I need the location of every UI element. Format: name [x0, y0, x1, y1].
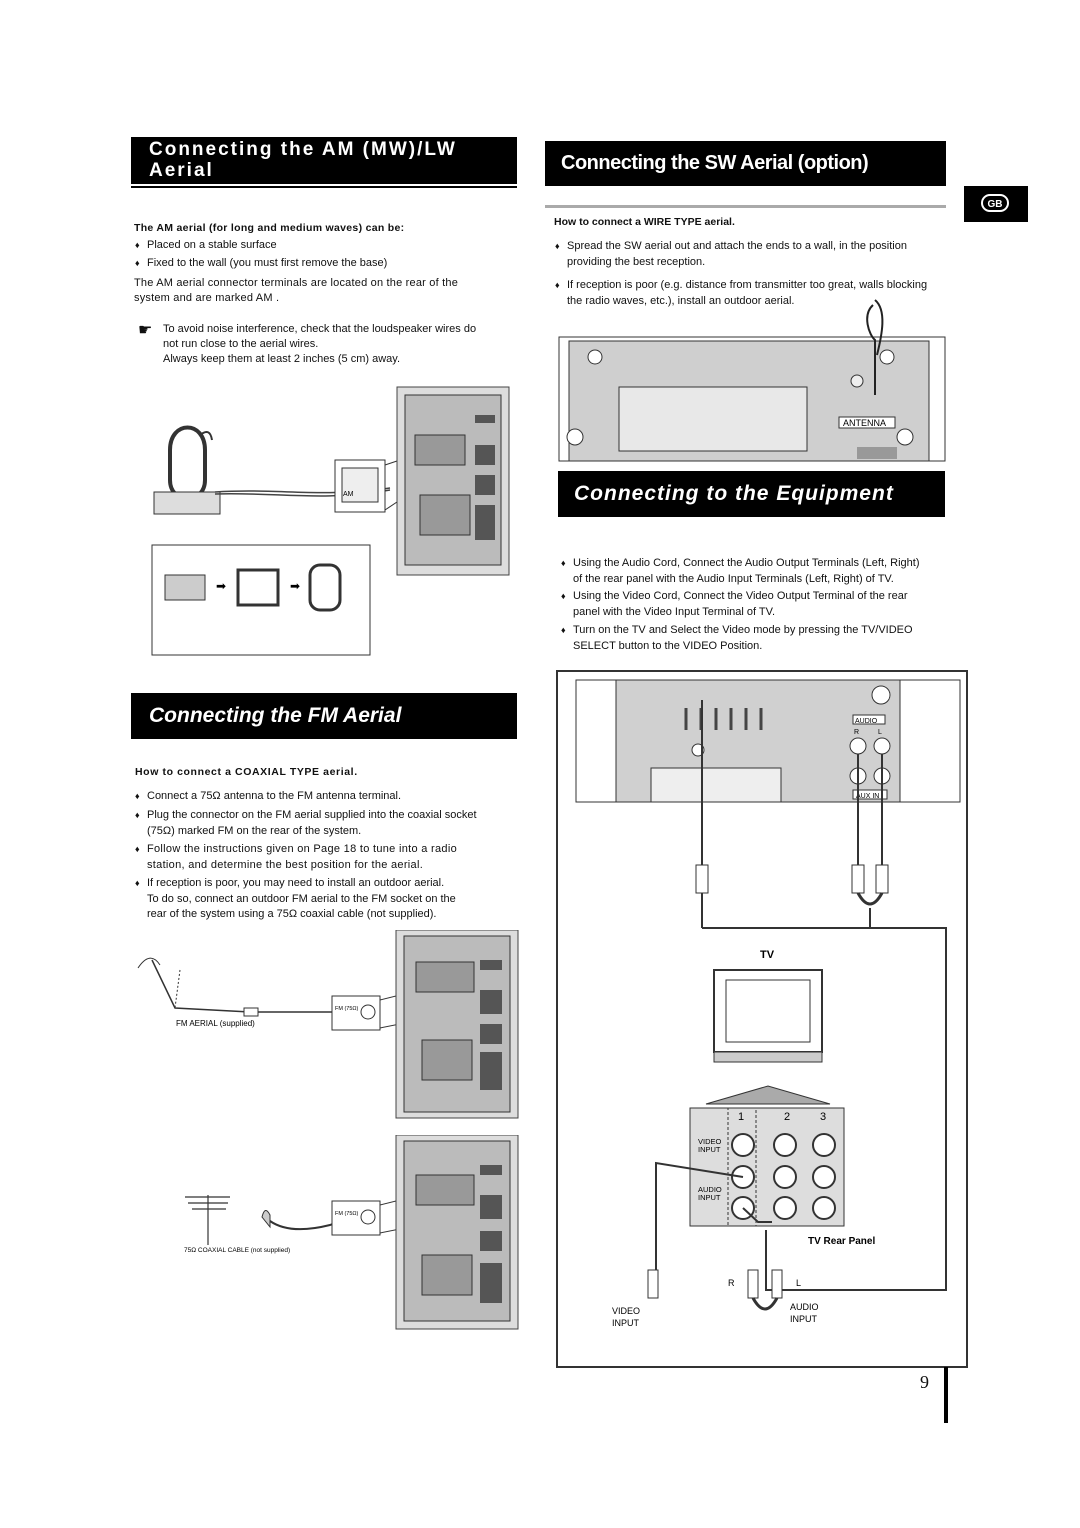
- equipment-section-title: Connecting to the Equipment: [558, 471, 945, 517]
- svg-text:AUDIO: AUDIO: [790, 1302, 819, 1312]
- sw-section-title: Connecting the SW Aerial (option): [545, 141, 946, 186]
- am-note: To avoid noise interference, check that the loudspeaker wires do not run close to the aerial wires. Always keep them at least 2 inches (5 cm) away.: [163, 323, 477, 365]
- fm-bullet: ♦ If reception is poor, you may need to install an outdoor aerial. To do so, connect an outdoor FM aerial to the FM socket on the rear of the system using a 75Ω coaxial cable (not supplied).: [135, 877, 456, 920]
- fm-aerial-diagram: [130, 930, 530, 1120]
- page-number-bar: [944, 1367, 948, 1423]
- svg-text:INPUT: INPUT: [698, 1145, 721, 1154]
- svg-text:FM (75Ω): FM (75Ω): [335, 1006, 359, 1012]
- svg-text:TV Rear Panel: TV Rear Panel: [808, 1236, 876, 1247]
- sw-antenna-diagram: [557, 295, 947, 465]
- svg-text:➡: ➡: [216, 579, 227, 593]
- svg-text:75Ω COAXIAL CABLE (not supplie: 75Ω COAXIAL CABLE (not supplied): [184, 1247, 291, 1254]
- fm-bullet: ♦ Follow the instructions given on Page 18 to tune into a radio station, and determine the best position for the aerial.: [135, 843, 457, 871]
- svg-text:FM AERIAL (supplied): FM AERIAL (supplied): [176, 1019, 255, 1028]
- svg-text:VIDEO: VIDEO: [698, 1137, 722, 1146]
- fm-bullet: ♦ Connect a 75Ω antenna to the FM antenna terminal.: [135, 790, 402, 802]
- equipment-connection-diagram: [556, 670, 970, 1370]
- svg-text:R: R: [854, 729, 860, 736]
- sw-bullet: ♦ Spread the SW aerial out and attach the ends to a wall, in the position providing the best reception.: [555, 240, 907, 268]
- svg-text:AUDIO: AUDIO: [698, 1185, 722, 1194]
- svg-text:L: L: [878, 729, 882, 736]
- equipment-bullet: ♦ Turn on the TV and Select the Video mode by pressing the TV/VIDEO SELECT button to the VIDEO Position.: [561, 624, 913, 652]
- svg-text:TV: TV: [760, 949, 775, 961]
- pointing-hand-icon: ☛: [138, 322, 153, 339]
- fm-bullet: ♦ Plug the connector on the FM aerial supplied into the coaxial socket (75Ω) marked FM on the rear of the system.: [135, 809, 477, 837]
- language-badge: GB: [964, 186, 1028, 222]
- svg-text:R: R: [728, 1278, 735, 1288]
- am-section-title: Connecting the AM (MW)/LW Aerial: [131, 137, 517, 184]
- svg-text:INPUT: INPUT: [698, 1193, 721, 1202]
- divider: [545, 205, 946, 208]
- loop-antenna-icon: [154, 428, 220, 515]
- svg-text:2: 2: [784, 1111, 791, 1123]
- rear-panel-unit-am: [395, 385, 515, 580]
- svg-text:3: 3: [820, 1111, 827, 1123]
- svg-text:INPUT: INPUT: [612, 1318, 639, 1328]
- fm-subheading: How to connect a COAXIAL TYPE aerial.: [135, 766, 358, 778]
- svg-text:L: L: [796, 1278, 802, 1288]
- fm-coaxial-diagram: [130, 1135, 530, 1335]
- equipment-bullet: ♦ Using the Video Cord, Connect the Video Output Terminal of the rear panel with the Video Input Terminal of TV.: [561, 590, 908, 618]
- sw-subheading: How to connect a WIRE TYPE aerial.: [554, 216, 735, 228]
- am-paragraph: The AM aerial connector terminals are located on the rear of the system and are marked AM .: [134, 277, 459, 304]
- page-number: 9: [920, 1372, 929, 1392]
- svg-text:ANTENNA: ANTENNA: [843, 418, 887, 428]
- fm-section-title: Connecting the FM Aerial: [131, 693, 517, 739]
- svg-text:FM (75Ω): FM (75Ω): [335, 1211, 359, 1217]
- svg-text:INPUT: INPUT: [790, 1314, 817, 1324]
- svg-text:➡: ➡: [290, 579, 301, 593]
- svg-text:AUDIO: AUDIO: [855, 718, 878, 725]
- svg-text:AUX IN: AUX IN: [856, 793, 880, 800]
- sw-bullet: ♦ If reception is poor (e.g. distance from transmitter too great, walls blocking the radio waves, etc.), install an outdoor aerial.: [555, 279, 928, 307]
- svg-text:1: 1: [738, 1111, 745, 1123]
- svg-text:AM: AM: [343, 491, 354, 498]
- am-bullet: ♦ Fixed to the wall (you must first remove the base): [135, 257, 388, 269]
- am-bullet: ♦ Placed on a stable surface: [135, 239, 277, 251]
- am-subheading: The AM aerial (for long and medium waves) can be:: [134, 222, 405, 234]
- svg-text:VIDEO: VIDEO: [612, 1306, 641, 1316]
- equipment-bullet: ♦ Using the Audio Cord, Connect the Audio Output Terminals (Left, Right) of the rear panel with the Audio Input Terminals (Left, Right) of TV.: [561, 557, 920, 585]
